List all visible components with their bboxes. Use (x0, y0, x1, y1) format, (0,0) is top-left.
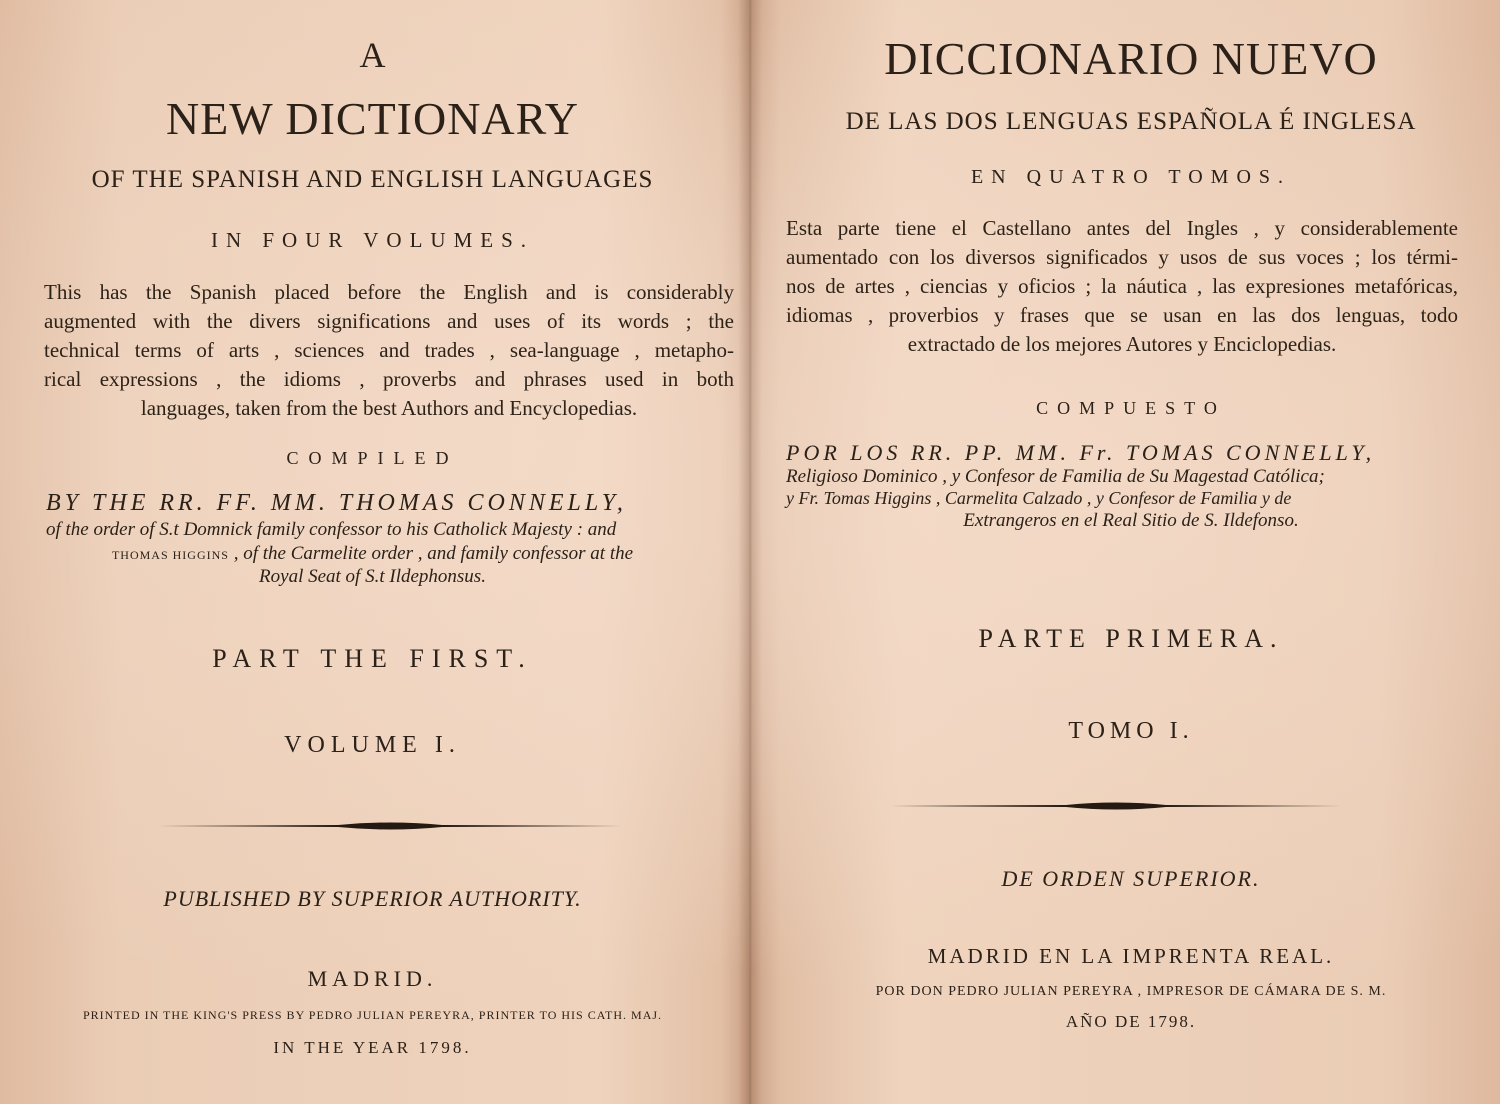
title: DICCIONARIO NUEVO (884, 33, 1378, 84)
authors-line: y Fr. Tomas Higgins , Carmelita Calzado , y Confesor de Familia y de (786, 488, 1292, 508)
description-line: aumentado con los diversos significados y usos de sus voces ; los térmi- (786, 245, 1458, 269)
city-line: MADRID. (307, 966, 438, 991)
description-line: rical expressions , the idioms , proverbs and phrases used in both (44, 367, 734, 391)
left-page (0, 0, 745, 1104)
description (44, 278, 734, 423)
city-line: MADRID EN LA IMPRENTA REAL. (927, 944, 1335, 968)
subtitle: DE LAS DOS LENGUAS ESPAÑOLA É INGLESA (845, 108, 1417, 135)
printer-line: PRINTED IN THE KING'S PRESS BY PEDRO JULIAN PEREYRA, PRINTER TO HIS CATH. MAJ. (82, 1008, 663, 1022)
authors-line-rest: , of the Carmelite order , and family confessor at the (233, 543, 634, 564)
description-line: technical terms of arts , sciences and trades , sea-language , metapho- (44, 338, 734, 362)
volumes-line: IN FOUR VOLUMES. (210, 228, 535, 252)
volume-label: TOMO I. (1068, 718, 1194, 744)
authors-line: BY THE RR. FF. MM. THOMAS CONNELLY, (46, 490, 627, 516)
title-article: A (359, 35, 386, 75)
authority-line: DE ORDEN SUPERIOR. (1001, 866, 1261, 891)
authority-line: PUBLISHED BY SUPERIOR AUTHORITY. (163, 886, 582, 911)
authors-line: POR LOS RR. PP. MM. Fr. TOMAS CONNELLY, (786, 440, 1376, 465)
description-line: Esta parte tiene el Castellano antes del Ingles , y considerablemente (786, 216, 1458, 240)
authors-line: Religioso Dominico , y Confesor de Familia de Su Magestad Católica; (786, 466, 1325, 487)
part-label: PARTE PRIMERA. (978, 624, 1284, 653)
description-line: extractado de los mejores Autores y Enciclopedias. (907, 332, 1337, 356)
authors-line (0, 543, 745, 565)
authors-line: Extrangeros en el Real Sitio de S. Ildefonso. (963, 510, 1299, 531)
volumes-line: EN QUATRO TOMOS. (970, 166, 1292, 188)
compiled-label: COMPILED (286, 448, 459, 468)
authors-line: of the order of S.t Domnick family confessor to his Catholick Majesty : and (46, 519, 617, 540)
description-line: augmented with the divers significations and uses of its words ; the (44, 309, 734, 333)
description-line: nos de artes , ciencias y oficios ; la náutica , las expresiones metafóricas, (786, 274, 1458, 298)
description-line: idiomas , proverbios y frases que se usan en las dos lenguas, todo (786, 303, 1458, 327)
volume-label: VOLUME I. (284, 732, 461, 758)
authors-line: Royal Seat of S.t Ildephonsus. (259, 566, 486, 587)
description-line: This has the Spanish placed before the English and is considerably (44, 280, 734, 304)
subtitle: OF THE SPANISH AND ENGLISH LANGUAGES (91, 166, 654, 193)
year-line: IN THE YEAR 1798. (273, 1038, 472, 1057)
year-line: AÑO DE 1798. (1065, 1012, 1197, 1031)
right-page (762, 0, 1500, 1104)
title: NEW DICTIONARY (165, 93, 580, 144)
ornamental-rule (158, 820, 622, 832)
ornamental-rule (890, 800, 1342, 812)
description-line: languages, taken from the best Authors and Encyclopedias. (140, 396, 638, 420)
description (786, 214, 1458, 359)
compiled-label: COMPUESTO (1036, 398, 1226, 418)
printer-line: POR DON PEDRO JULIAN PEREYRA , IMPRESOR DE CÁMARA DE S. M. (875, 984, 1387, 999)
part-label: PART THE FIRST. (212, 644, 533, 673)
authors-name-caps: THOMAS HIGGINS (111, 548, 229, 562)
